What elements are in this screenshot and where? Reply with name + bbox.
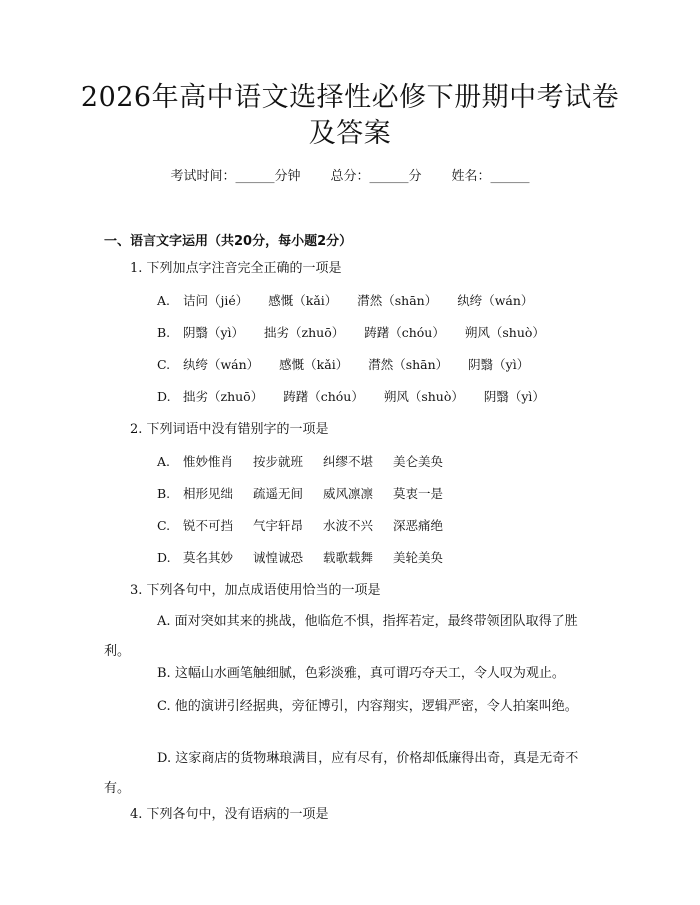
option-label: A.: [157, 454, 171, 469]
total-score-label: 总分：______分: [330, 169, 422, 184]
option-item: 气宇轩昂: [252, 518, 303, 533]
option-row: [157, 484, 459, 504]
option-item: 踌躇（chóu）: [364, 325, 445, 340]
option-label: A.: [157, 293, 171, 308]
option-label: B.: [157, 325, 171, 340]
option-item: 纨绔（wán）: [457, 293, 534, 308]
option-item: 感慨（kǎi）: [279, 357, 349, 372]
exam-info-line: [0, 167, 700, 187]
option-item: 相形见绌: [182, 486, 233, 501]
option-item: 踌躇（chóu）: [283, 389, 364, 404]
option-item: 纨绔（wán）: [182, 357, 260, 372]
option-item: 莫名其妙: [182, 550, 233, 565]
question-stem: 2. 下列词语中没有错别字的一项是: [130, 422, 329, 437]
section-heading: 一、语言文字运用（共20分，每小题2分）: [104, 234, 353, 249]
option-item: 潸然（shān）: [357, 293, 438, 308]
option-item: 拙劣（zhuō）: [182, 389, 264, 404]
option-paragraph: C. 他的演讲引经据典，旁征博引，内容翔实，逻辑严密，令人拍案叫绝。: [157, 699, 578, 714]
option-label: D.: [157, 550, 171, 565]
option-item: 疏遥无间: [252, 486, 303, 501]
option-row: [157, 387, 561, 407]
option-item: 潸然（shān）: [368, 357, 449, 372]
option-label: C.: [157, 357, 171, 372]
option-item: 拙劣（zhuō）: [264, 325, 345, 340]
exam-title: [80, 80, 620, 152]
student-name-label: 姓名：______: [451, 169, 530, 184]
option-item: 美轮美奂: [392, 550, 443, 565]
question-stem: 1. 下列加点字注音完全正确的一项是: [130, 261, 342, 276]
option-row: [157, 452, 459, 472]
option-row: [157, 355, 545, 375]
option-item: 感慨（kǎi）: [268, 293, 338, 308]
option-paragraph: B. 这幅山水画笔触细腻，色彩淡雅，真可谓巧夺天工，令人叹为观止。: [157, 666, 565, 681]
title-line-2: 及答案: [308, 118, 392, 149]
question-stem: 3. 下列各句中，加点成语使用恰当的一项是: [130, 583, 381, 598]
option-label: C.: [157, 518, 171, 533]
option-item: 水波不兴: [322, 518, 373, 533]
exam-time-label: 考试时间：______分钟: [170, 169, 301, 184]
option-paragraph: A. 面对突如其来的挑战，他临危不惧，指挥若定，最终带领团队取得了胜利。: [104, 614, 578, 659]
option-label: D.: [157, 389, 171, 404]
option-row: [157, 516, 459, 536]
option-item: 阴翳（yì）: [483, 389, 545, 404]
option-item: 朔风（shuò）: [383, 389, 464, 404]
option-item: 诘问（jié）: [182, 293, 249, 308]
option-item: 阴翳（yì）: [182, 325, 245, 340]
option-item: 诚惶诚恐: [252, 550, 303, 565]
option-item: 美仑美奂: [392, 454, 443, 469]
option-item: 莫衷一是: [392, 486, 443, 501]
option-row: [157, 323, 561, 343]
option-item: 阴翳（yì）: [468, 357, 530, 372]
option-item: 威风凛凛: [322, 486, 373, 501]
option-item: 朔风（shuò）: [464, 325, 545, 340]
option-item: 纠缪不堪: [322, 454, 373, 469]
option-item: 锐不可挡: [182, 518, 233, 533]
option-paragraph: D. 这家商店的货物琳琅满目，应有尽有，价格却低廉得出奇，真是无奇不有。: [104, 751, 579, 796]
option-row: [157, 291, 549, 311]
option-row: [157, 548, 459, 568]
question-stem: 4. 下列各句中，没有语病的一项是: [130, 807, 329, 822]
title-line-1: 2026年高中语文选择性必修下册期中考试卷: [80, 82, 620, 113]
option-item: 惟妙惟肖: [182, 454, 233, 469]
option-label: B.: [157, 486, 171, 501]
option-item: 深恶痛绝: [392, 518, 443, 533]
option-item: 载歌载舞: [322, 550, 373, 565]
option-item: 按步就班: [252, 454, 303, 469]
